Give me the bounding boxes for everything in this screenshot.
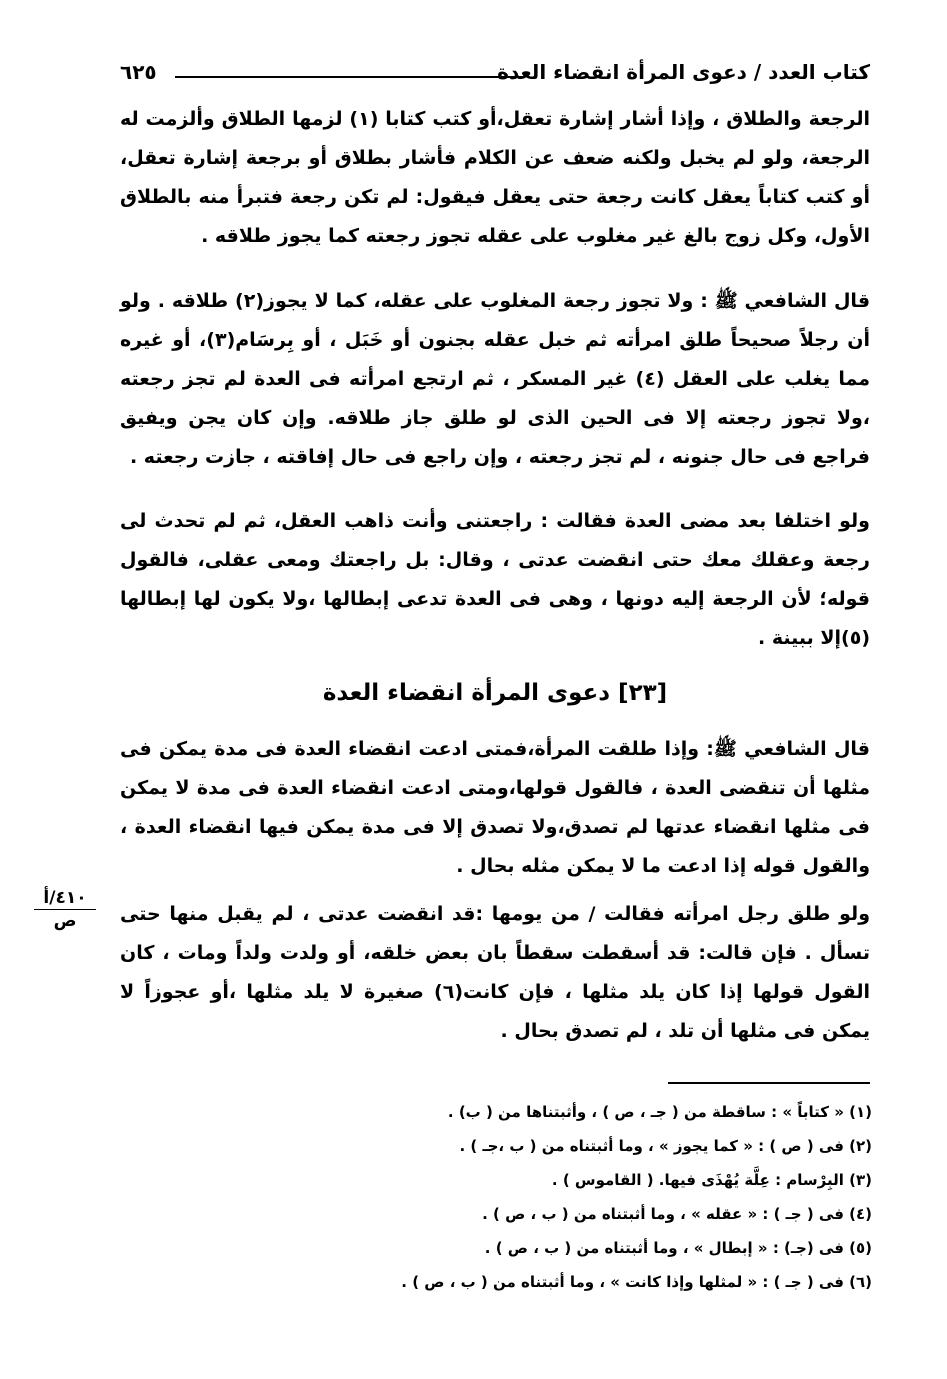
section-paragraph-2 <box>120 895 870 1051</box>
running-title: كتاب العدد / دعوى المرأة انقضاء العدة <box>497 60 870 84</box>
page-number: ٦٢٥ <box>120 60 157 84</box>
footnote-3: (٣) البِرْسام : عِلَّة يُهْذَى فيها. ( القاموس ) . <box>551 1171 872 1189</box>
paragraph-text: ولو اختلفا بعد مضى العدة فقالت : راجعتنى وأنت ذاهب العقل، ثم لم تحدث لى رجعة وعقلك معك حتى انقضت عدتى ، وقال: بل راجعتك ومعى عقلى، فالقول قوله؛ لأن الرجعة إليه دونها ، وهى فى العدة تدعى إبطالها ،ولا يكون لها إبطالها (٥)إلا ببينة . <box>120 510 870 649</box>
paragraph-2 <box>120 282 870 477</box>
section-paragraph-1 <box>120 730 870 886</box>
header-rule <box>175 76 525 78</box>
footnote-6: (٦) فى ( جـ ) : « لمثلها وإذا كانت » ، وما أثبتناه من ( ب ، ص ) . <box>401 1273 872 1291</box>
page-header <box>120 58 870 92</box>
margin-note-manuscript: ص <box>53 911 77 931</box>
footnote-rule <box>668 1082 870 1084</box>
footnote-1: (١) « كتاباً » : ساقطة من ( جـ ، ص ) ، وأثبتناها من ( ب) . <box>447 1103 872 1121</box>
paragraph-3 <box>120 502 870 658</box>
margin-folio-note <box>34 888 96 931</box>
footnote-5: (٥) فى (جـ) : « إبطال » ، وما أثبتناه من ( ب ، ص ) . <box>484 1239 872 1257</box>
footnote-4: (٤) فى ( جـ ) : « عقله » ، وما أثبتناه من ( ب ، ص ) . <box>482 1205 872 1223</box>
paragraph-text: ولو طلق رجل امرأته فقالت / من يومها :قد انقضت عدتى ، لم يقبل منها حتى تسأل . فإن قالت: قد أسقطت سقطاً بان بعض خلقه، أو ولدت ولداً ومات ، كان القول قولها إذا كان يلد مثلها ، فإن كانت(٦) صغيرة لا يلد مثلها ،أو عجوزاً لا يمكن فى مثلها أن تلد ، لم تصدق بحال . <box>120 903 870 1042</box>
paragraph-1 <box>120 100 870 256</box>
section-heading: [٢٣] دعوى المرأة انقضاء العدة <box>322 680 668 706</box>
paragraph-text: الرجعة والطلاق ، وإذا أشار إشارة تعقل،أو كتب كتابا (١) لزمها الطلاق وألزمت له الرجعة، ولو لم يخبل ولكنه ضعف عن الكلام فأشار بطلاق أو برجعة إشارة تعقل، أو كتب كتاباً يعقل كانت رجعة حتى يعقل فيقول: لم تكن رجعة فتبرأ منه بالطلاق الأول، وكل زوج بالغ غير مغلوب على عقله تجوز رجعته كما يجوز طلاقه . <box>120 108 870 247</box>
footnote-2: (٢) فى ( ص ) : « كما يجوز » ، وما أثبتناه من ( ب ،جـ ) . <box>459 1137 872 1155</box>
paragraph-text: قال الشافعي ﷺ: وإذا طلقت المرأة،فمتى ادعت انقضاء العدة فى مدة يمكن فى مثلها أن تنقضى العدة ، فالقول قولها،ومتى ادعت انقضاء العدة فى مدة لا يمكن فى مثلها انقضاء عدتها لم تصدق،ولا تصدق إلا فى مدة يمكن فيها انقضاء العدة ، والقول قوله إذا ادعت ما لا يمكن مثله بحال . <box>120 738 870 877</box>
margin-note-folio: ٤١٠/أ <box>34 888 96 910</box>
footnotes <box>300 1095 872 1299</box>
paragraph-text: قال الشافعي ﷺ : ولا تجوز رجعة المغلوب على عقله، كما لا يجوز(٢) طلاقه . ولو أن رجلاً صحيحاً طلق امرأته ثم خبل عقله بجنون أو خَبَل ، أو بِرسَام(٣)، أو غيره مما يغلب على العقل (٤) غير المسكر ، ثم ارتجع امرأته فى العدة لم تجز رجعته ،ولا تجوز رجعته إلا فى الحين الذى لو طلق جاز طلاقه. وإن كان يجن ويفيق فراجع فى حال جنونه ، لم تجز رجعته ، وإن راجع فى حال إفاقته ، جازت رجعته . <box>120 290 871 468</box>
